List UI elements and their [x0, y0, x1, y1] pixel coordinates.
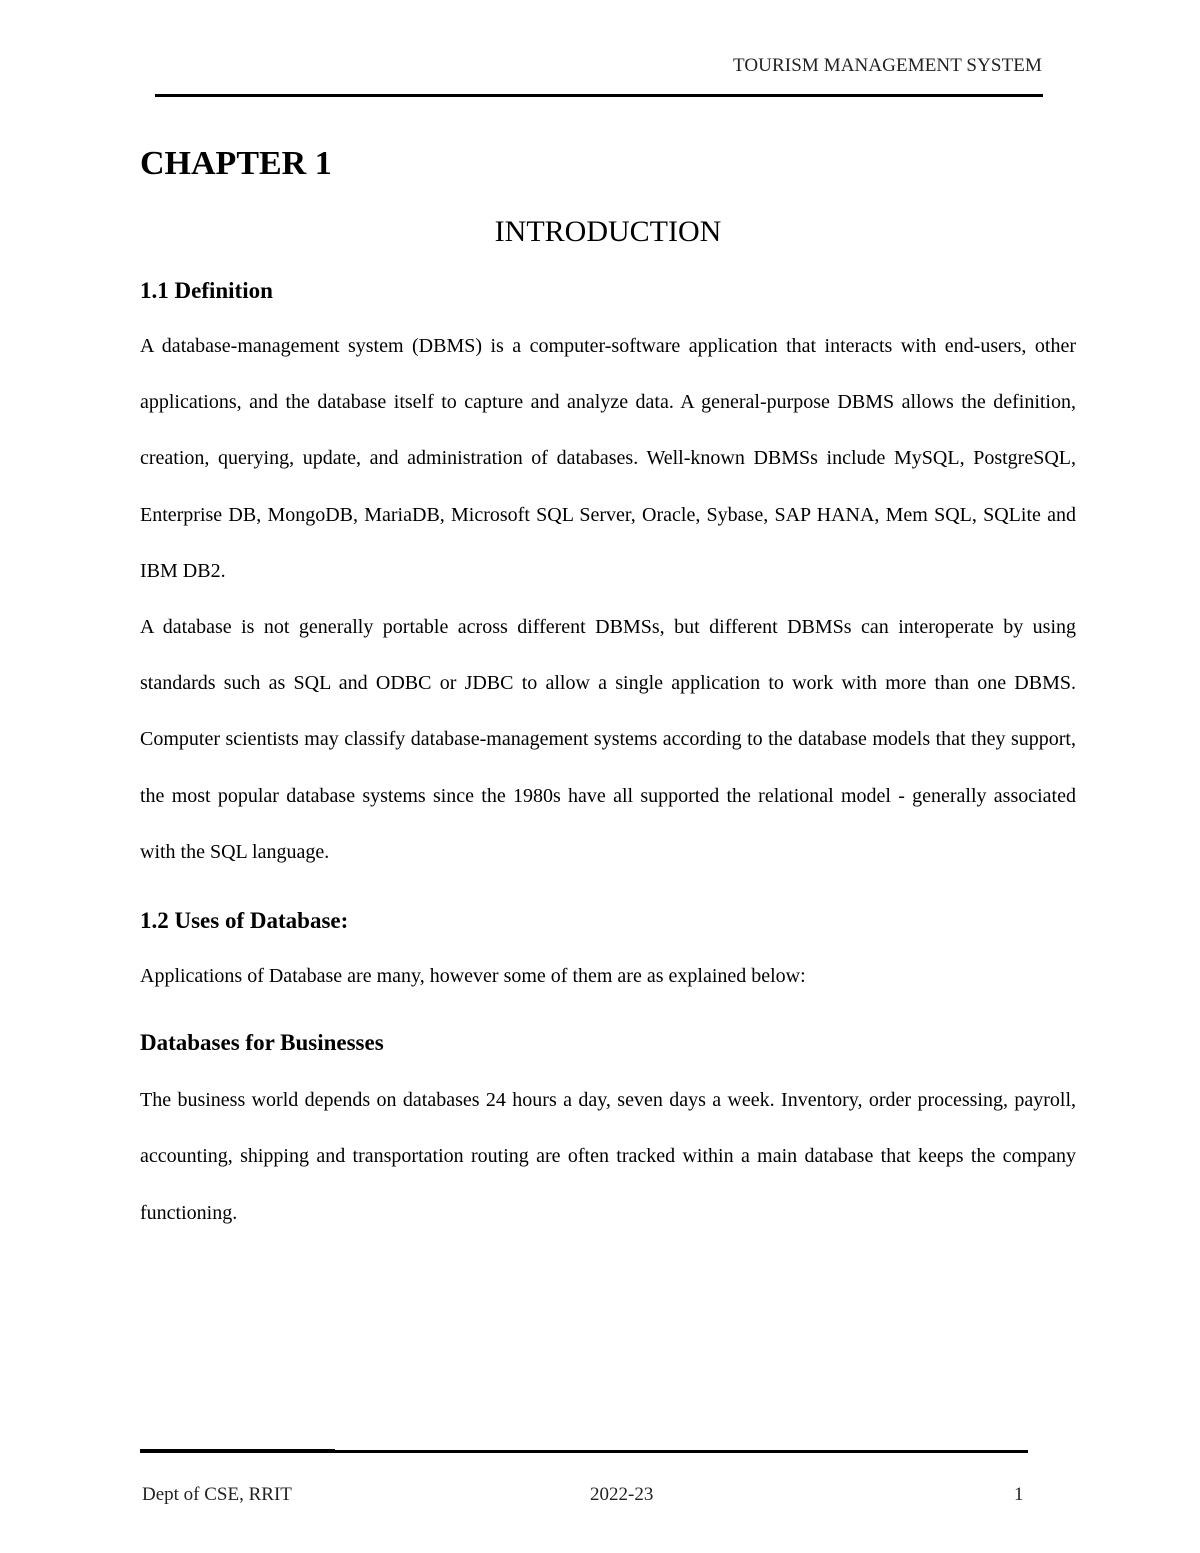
definition-paragraph-1: A database-management system (DBMS) is a computer-software application that interacts with end-users, other applications, and the database itself to capture and analyze data. A general-purpose DBMS allows the definition, creation, querying, update, and administration of databases. Well-known DBMSs include MySQL, PostgreSQL, Enterprise DB, MongoDB, MariaDB, Microsoft SQL Server, Oracle, Sybase, SAP HANA, Mem SQL, SQLite and IBM DB2. [140, 335, 1076, 582]
subheading-businesses: Databases for Businesses [140, 1030, 384, 1056]
definition-paragraph-2: A database is not generally portable across different DBMSs, but different DBMSs can interoperate by using standards such as SQL and ODBC or JDBC to allow a single application to work with more than one DBMS. Computer scientists may classify database-management systems according to the database models that they support, the most popular database systems since the 1980s have all supported the relational model - generally associated with the SQL language. [140, 616, 1076, 863]
footer-year: 2022-23 [590, 1484, 654, 1505]
footer-page-number: 1 [1014, 1484, 1024, 1505]
footer-department: Dept of CSE, RRIT [142, 1484, 292, 1505]
section-heading-definition: 1.1 Definition [140, 278, 273, 303]
chapter-subtitle: INTRODUCTION [494, 215, 722, 248]
footer-rule-accent [140, 1449, 335, 1453]
running-header: TOURISM MANAGEMENT SYSTEM [733, 55, 1042, 76]
businesses-paragraph: The business world depends on databases 24 hours a day, seven days a week. Inventory, order processing, payroll, accounting, shipping and transportation routing are often tracked within a main database that keeps the company functioning. [140, 1089, 1076, 1224]
header-rule [155, 94, 1043, 97]
chapter-title: CHAPTER 1 [140, 145, 332, 182]
page-content [140, 140, 1076, 1241]
section-heading-uses: 1.2 Uses of Database: [140, 908, 349, 934]
uses-intro-paragraph: Applications of Database are many, however some of them are as explained below: [140, 965, 806, 988]
